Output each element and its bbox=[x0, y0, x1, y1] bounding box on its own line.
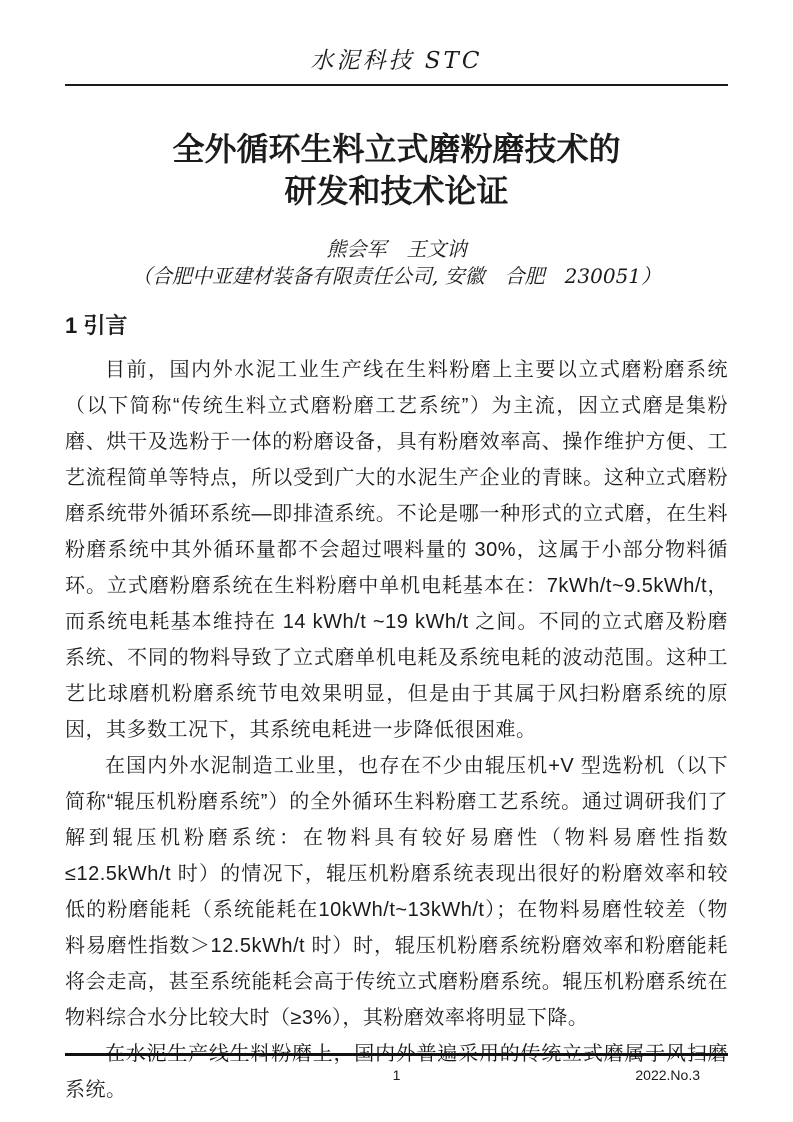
paragraph-2: 在国内外水泥制造工业里，也存在不少由辊压机+V 型选粉机（以下简称“辊压机粉磨系统”）的全外循环生料粉磨工艺系统。通过调研我们了解到辊压机粉磨系统：在物料具有较好易磨性（物料易磨性指数≤12.5kWh/t 时）的情况下，辊压机粉磨系统表现出很好的粉磨效率和较低的粉磨能耗（系统能耗在10kWh/t~13kWh/t）；在物料易磨性较差（物料易磨性指数＞12.5kWh/t 时）时，辊压机粉磨系统粉磨效率和粉磨能耗将会走高，甚至系统能耗会高于传统立式磨粉磨系统。辊压机粉磨系统在物料综合水分比较大时（≥3%），其粉磨效率将明显下降。 bbox=[65, 755, 728, 1029]
journal-title: 水泥科技 STC bbox=[310, 48, 483, 74]
footer-rule bbox=[65, 1053, 728, 1056]
article-title bbox=[65, 128, 728, 212]
header-rule bbox=[65, 84, 728, 86]
article-title-line2: 研发和技术论证 bbox=[284, 173, 509, 209]
affiliation: （合肥中亚建材装备有限责任公司, 安徽 合肥 230051） bbox=[131, 264, 662, 288]
section-heading-introduction: 1 引言 bbox=[65, 313, 128, 338]
page-footer bbox=[65, 1045, 728, 1086]
footer-row bbox=[65, 1064, 728, 1086]
paragraph-1: 目前，国内外水泥工业生产线在生料粉磨上主要以立式磨粉磨系统（以下简称“传统生料立式磨粉磨工艺系统”）为主流，因立式磨是集粉磨、烘干及选粉于一体的粉磨设备，具有粉磨效率高、操作维护方便、工艺流程简单等特点，所以受到广大的水泥生产企业的青睐。这种立式磨粉磨系统带外循环系统—即排渣系统。不论是哪一种形式的立式磨，在生料粉磨系统中其外循环量都不会超过喂料量的 30%，这属于小部分物料循环。立式磨粉磨系统在生料粉磨中单机电耗基本在：7kWh/t~9.5kWh/t，而系统电耗基本维持在 14 kWh/t ~19 kWh/t 之间。不同的立式磨及粉磨系统、不同的物料导致了立式磨单机电耗及系统电耗的波动范围。这种工艺比球磨机粉磨系统节电效果明显，但是由于其属于风扫粉磨系统的原因，其多数工况下，其系统电耗进一步降低很困难。 bbox=[65, 359, 728, 741]
issue-label: 2022.No.3 bbox=[635, 1067, 700, 1083]
article-title-line1: 全外循环生料立式磨粉磨技术的 bbox=[172, 131, 621, 167]
paragraph-3: 在水泥生产线生料粉磨上，国内外普遍采用的传统立式磨属于风扫磨系统。 bbox=[65, 1043, 728, 1101]
authors: 熊会军 王文讷 bbox=[326, 237, 467, 261]
page-number: 1 bbox=[392, 1067, 401, 1083]
